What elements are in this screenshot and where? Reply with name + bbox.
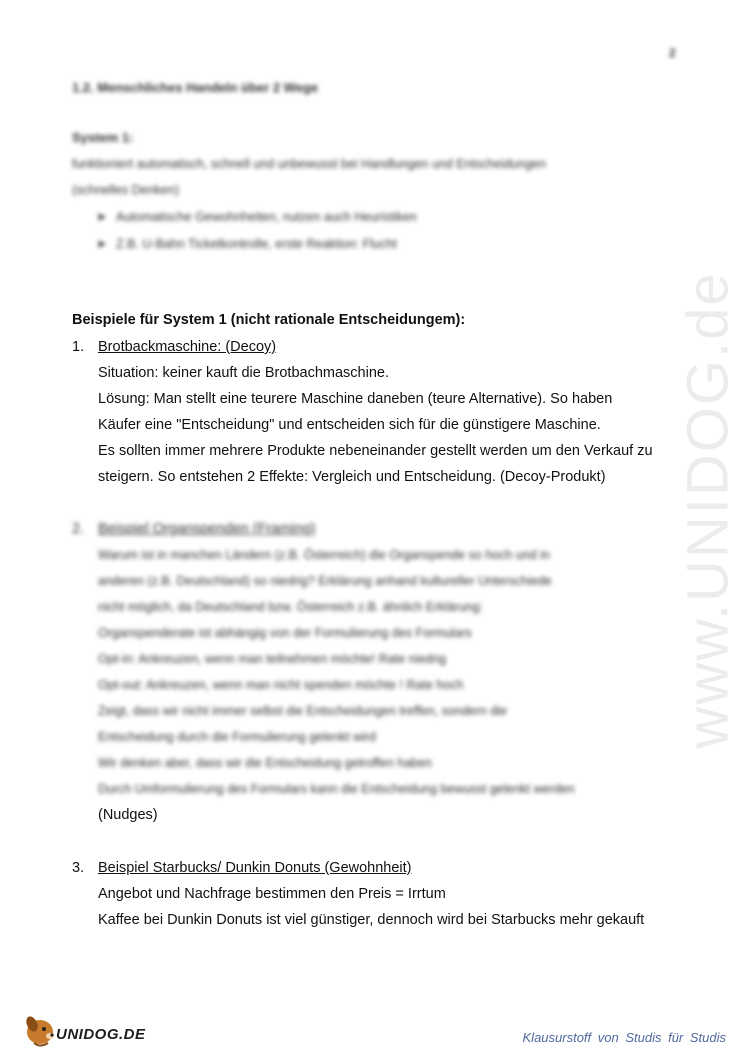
item-number: 2.: [72, 521, 85, 537]
logo-text: UNIDOG.DE: [56, 1026, 146, 1043]
item-text-line: Opt-in: Ankreuzen, wenn man teilnehmen möchte! Rate niedrig: [98, 652, 447, 666]
section-heading: 1.2. Menschliches Handeln über 2 Wege: [72, 80, 319, 95]
page-number: 2: [669, 46, 676, 60]
arrow-bullet-icon: ➤: [96, 237, 107, 251]
item-title: Brotbackmaschine: (Decoy): [98, 339, 277, 355]
item-title: Beispiel Organspenden (Framing): [98, 521, 316, 537]
item-text-line: Opt-out: Ankreuzen, wenn man nicht spenden möchte ! Rate hoch: [98, 678, 464, 692]
item-text-line: nicht möglich, da Deutschland bzw. Österreich z.B. ähnlich Erklärung:: [98, 600, 483, 614]
examples-title: Beispiele für System 1 (nicht rationale Entscheidungem):: [72, 312, 466, 328]
item-text-line: Entscheidung durch die Formulierung gelenkt wird: [98, 730, 376, 744]
system1-bullet: [96, 236, 397, 251]
arrow-bullet-icon: ➤: [96, 210, 107, 224]
item-text-line: Käufer eine "Entscheidung" und entscheiden sich für die günstigere Maschine.: [98, 417, 601, 433]
bullet-text: Automatische Gewohnheiten, nutzen auch Heuristiken: [116, 210, 417, 224]
item-text-line: Kaffee bei Dunkin Donuts ist viel günstiger, dennoch wird bei Starbucks mehr gekauft: [98, 912, 645, 928]
system1-line: funktioniert automatisch, schnell und unbewusst bei Handlungen und Entscheidungen: [72, 157, 546, 171]
system1-title: System 1:: [72, 130, 134, 145]
item-text-line: Angebot und Nachfrage bestimmen den Preis = Irrtum: [98, 886, 446, 902]
item-text-line: Lösung: Man stellt eine teurere Maschine daneben (teure Alternative). So haben: [98, 391, 613, 407]
item-text-line: steigern. So entstehen 2 Effekte: Vergleich und Entscheidung. (Decoy-Produkt): [98, 469, 606, 485]
item-title: Beispiel Starbucks/ Dunkin Donuts (Gewohnheit): [98, 860, 412, 876]
item-number: 3.: [72, 860, 85, 876]
item-text-line: Situation: keiner kauft die Brotbachmaschine.: [98, 365, 389, 381]
item-text-line: (Nudges): [98, 807, 158, 823]
item-text-line: Warum ist in manchen Ländern (z.B. Österreich) die Organspende so hoch und in: [98, 548, 550, 562]
item-text-line: anderen (z.B. Deutschland) so niedrig? Erklärung anhand kultureller Unterschiede: [98, 574, 552, 588]
item-text-line: Organspenderate ist abhängig von der Formulierung des Formulars: [98, 626, 472, 640]
item-text-line: Zeigt, dass wir nicht immer selbst die Entscheidungen treffen, sondern die: [98, 704, 508, 718]
system1-line: (schnelles Denken): [72, 183, 179, 197]
item-text-line: Wir denken aber, dass wir die Entscheidung getroffen haben: [98, 756, 433, 770]
watermark-text: www.UNIDOG.de: [675, 271, 741, 749]
item-text-line: Es sollten immer mehrere Produkte nebeneinander gestellt werden um den Verkauf zu: [98, 443, 653, 459]
item-text-line: Durch Umformulierung des Formulars kann die Entscheidung bewusst gelenkt werden: [98, 782, 575, 796]
footer-slogan: Klausurstoff von Studis für Studis: [522, 1030, 726, 1045]
system1-bullet: [96, 209, 417, 224]
bullet-text: Z.B. U-Bahn Ticketkontrolle, erste Reaktion: Flucht: [116, 237, 397, 251]
item-number: 1.: [72, 339, 85, 355]
